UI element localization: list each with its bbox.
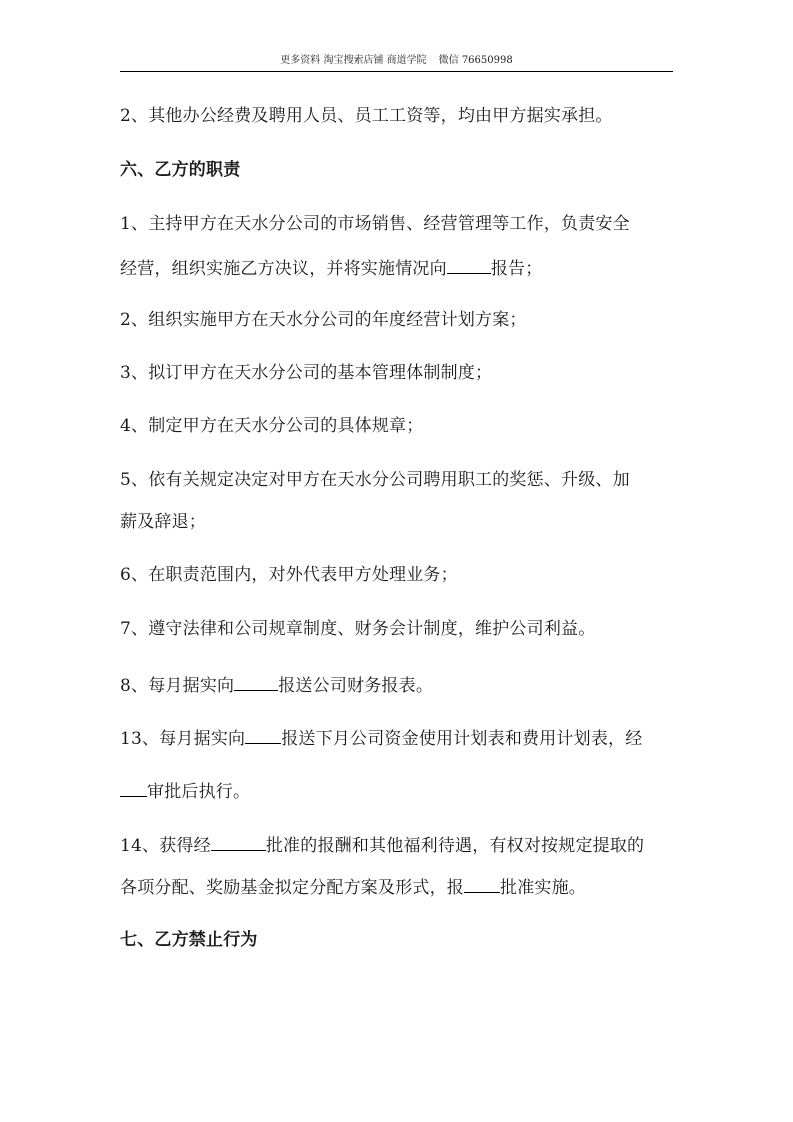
duty-8-text-a: 8、每月据实向 xyxy=(120,676,235,696)
duty-1-text-b: 报告； xyxy=(490,259,543,279)
duty-14-line-1 xyxy=(120,833,680,856)
duty-13-text-a: 13、每月据实向 xyxy=(120,729,246,749)
duty-4: 4、制定甲方在天水分公司的具体规章； xyxy=(120,416,424,436)
duty-13-text-b: 报送下月公司资金使用计划表和费用计划表，经 xyxy=(281,729,643,749)
duty-3: 3、拟订甲方在天水分公司的基本管理体制制度； xyxy=(120,363,493,383)
page-header xyxy=(120,54,673,68)
duty-5-line-1: 5、依有关规定决定对甲方在天水分公司聘用职工的奖惩、升级、加 xyxy=(120,470,630,490)
header-text-shop: 更多资料 淘宝搜索店铺 商道学院 xyxy=(280,55,427,66)
blank-field xyxy=(120,779,147,797)
duty-14-text-a: 14、获得经 xyxy=(120,836,211,856)
duty-1-line-1: 1、主持甲方在天水分公司的市场销售、经营管理等工作，负责安全 xyxy=(120,214,630,234)
duty-1-text-a: 经营，组织实施乙方决议，并将实施情况向 xyxy=(120,259,447,279)
header-text-wechat: 微信 76650998 xyxy=(438,55,513,66)
duty-8-text-b: 报送公司财务报表。 xyxy=(278,676,434,696)
duty-14-text-b: 批准的报酬和其他福利待遇，有权对按规定提取的 xyxy=(265,836,645,856)
duty-14-text-d: 批准实施。 xyxy=(500,878,586,898)
duty-2: 2、组织实施甲方在天水分公司的年度经营计划方案； xyxy=(120,310,527,330)
duty-8 xyxy=(120,673,680,696)
duty-14-line-2 xyxy=(120,875,680,898)
duty-13-line-1 xyxy=(120,726,680,749)
blank-field xyxy=(245,726,281,744)
duty-1-line-2 xyxy=(120,256,680,279)
paragraph-2: 2、其他办公经费及聘用人员、员工工资等，均由甲方据实承担。 xyxy=(120,106,613,126)
duty-13-text-c: 审批后执行。 xyxy=(147,782,251,802)
section-heading-7: 七、乙方禁止行为 xyxy=(120,930,258,950)
blank-field xyxy=(234,673,278,691)
section-heading-6: 六、乙方的职责 xyxy=(120,160,241,180)
duty-13-line-2 xyxy=(120,779,680,802)
header-rule xyxy=(120,71,673,72)
blank-field xyxy=(447,256,491,274)
duty-14-text-c: 各项分配、奖励基金拟定分配方案及形式，报 xyxy=(120,878,464,898)
duty-7: 7、遵守法律和公司规章制度、财务会计制度，维护公司利益。 xyxy=(120,619,596,639)
blank-field xyxy=(211,833,266,851)
duty-5-line-2: 薪及辞退； xyxy=(120,512,206,532)
duty-6: 6、在职责范围内，对外代表甲方处理业务； xyxy=(120,565,458,585)
blank-field xyxy=(464,875,500,893)
